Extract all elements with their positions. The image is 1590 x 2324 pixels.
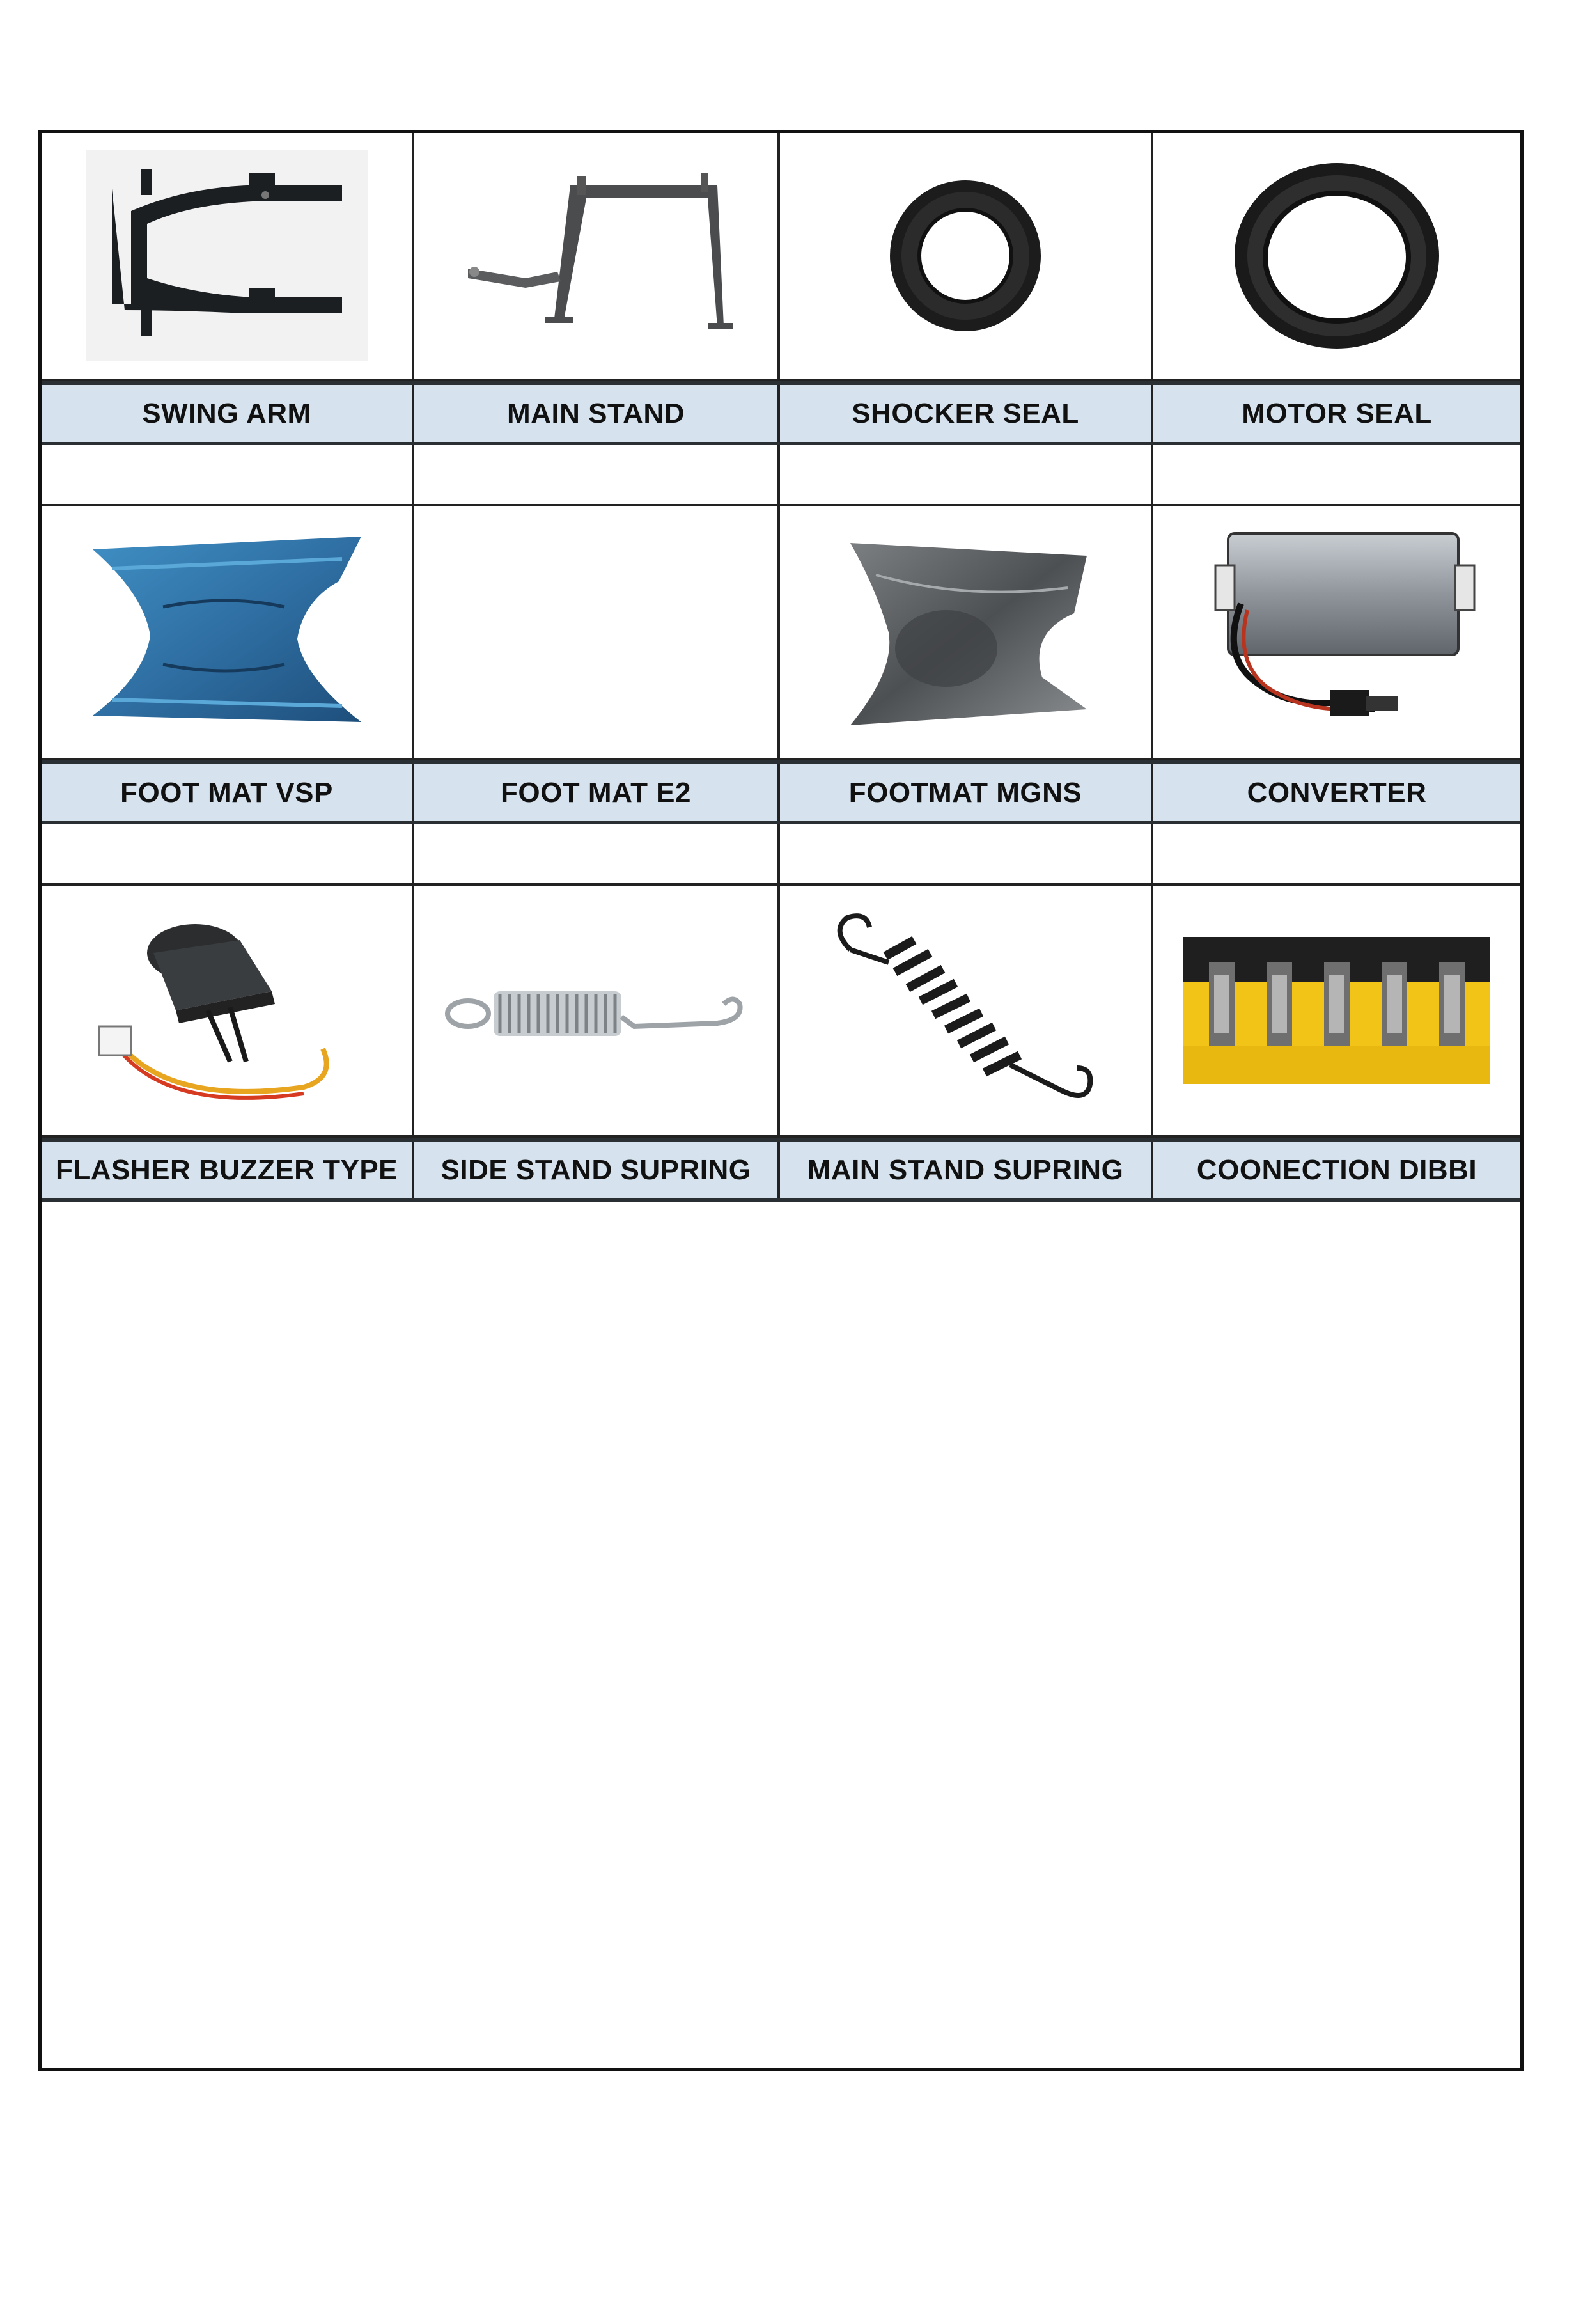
converter-icon <box>1183 527 1490 738</box>
footmat-mgns-icon <box>838 530 1093 735</box>
flasher-buzzer-icon <box>93 915 361 1106</box>
main-stand-icon <box>449 160 743 352</box>
label-row-1 <box>42 381 1520 445</box>
product-image-shocker-seal <box>780 133 1153 379</box>
side-stand-spring-icon <box>442 966 749 1055</box>
empty-cell <box>1153 824 1520 883</box>
product-image-converter <box>1153 506 1520 758</box>
product-image-side-stand-spring <box>414 886 780 1135</box>
label-foot-mat-e2: FOOT MAT E2 <box>414 764 780 821</box>
label-swing-arm: SWING ARM <box>42 385 414 442</box>
empty-cell <box>780 824 1153 883</box>
product-image-foot-mat-e2 <box>414 506 780 758</box>
label-side-stand-supring: SIDE STAND SUPRING <box>414 1142 780 1198</box>
product-image-footmat-mgns <box>780 506 1153 758</box>
connection-dibbi-icon <box>1177 930 1497 1090</box>
motor-seal-icon <box>1231 160 1442 352</box>
product-image-main-stand <box>414 133 780 379</box>
empty-cell <box>1153 445 1520 504</box>
product-image-connection-dibbi <box>1153 886 1520 1135</box>
swing-arm-icon <box>86 150 368 361</box>
empty-cell <box>414 445 780 504</box>
label-row-2 <box>42 760 1520 824</box>
product-image-swing-arm <box>42 133 414 379</box>
empty-cell <box>42 445 414 504</box>
label-row-3 <box>42 1138 1520 1202</box>
label-motor-seal: MOTOR SEAL <box>1242 397 1432 429</box>
empty-cell <box>42 824 414 883</box>
catalog-sheet <box>38 130 1524 2071</box>
foot-mat-vsp-icon <box>86 530 368 735</box>
product-image-motor-seal <box>1153 133 1520 379</box>
empty-cell <box>414 824 780 883</box>
spacer-row-2 <box>42 824 1520 886</box>
image-row-2 <box>42 506 1520 760</box>
label-footmat-mgns: FOOTMAT MGNS <box>780 764 1153 821</box>
product-image-flasher-buzzer <box>42 886 414 1135</box>
label-coonection-dibbi: COONECTION DIBBI <box>1196 1154 1477 1186</box>
label-foot-mat-vsp: FOOT MAT VSP <box>42 764 414 821</box>
label-main-stand-supring: MAIN STAND SUPRING <box>780 1142 1153 1198</box>
label-shocker-seal: SHOCKER SEAL <box>780 385 1153 442</box>
main-stand-spring-icon <box>818 905 1112 1116</box>
label-converter: CONVERTER <box>1247 776 1427 808</box>
label-main-stand: MAIN STAND <box>414 385 780 442</box>
shocker-seal-icon <box>882 173 1048 339</box>
product-image-main-stand-spring <box>780 886 1153 1135</box>
label-flasher-buzzer-type: FLASHER BUZZER TYPE <box>42 1142 414 1198</box>
catalog-grid <box>42 133 1520 1202</box>
product-image-foot-mat-vsp <box>42 506 414 758</box>
image-row-3 <box>42 886 1520 1138</box>
image-row-1 <box>42 133 1520 381</box>
spacer-row-1 <box>42 445 1520 506</box>
empty-cell <box>780 445 1153 504</box>
